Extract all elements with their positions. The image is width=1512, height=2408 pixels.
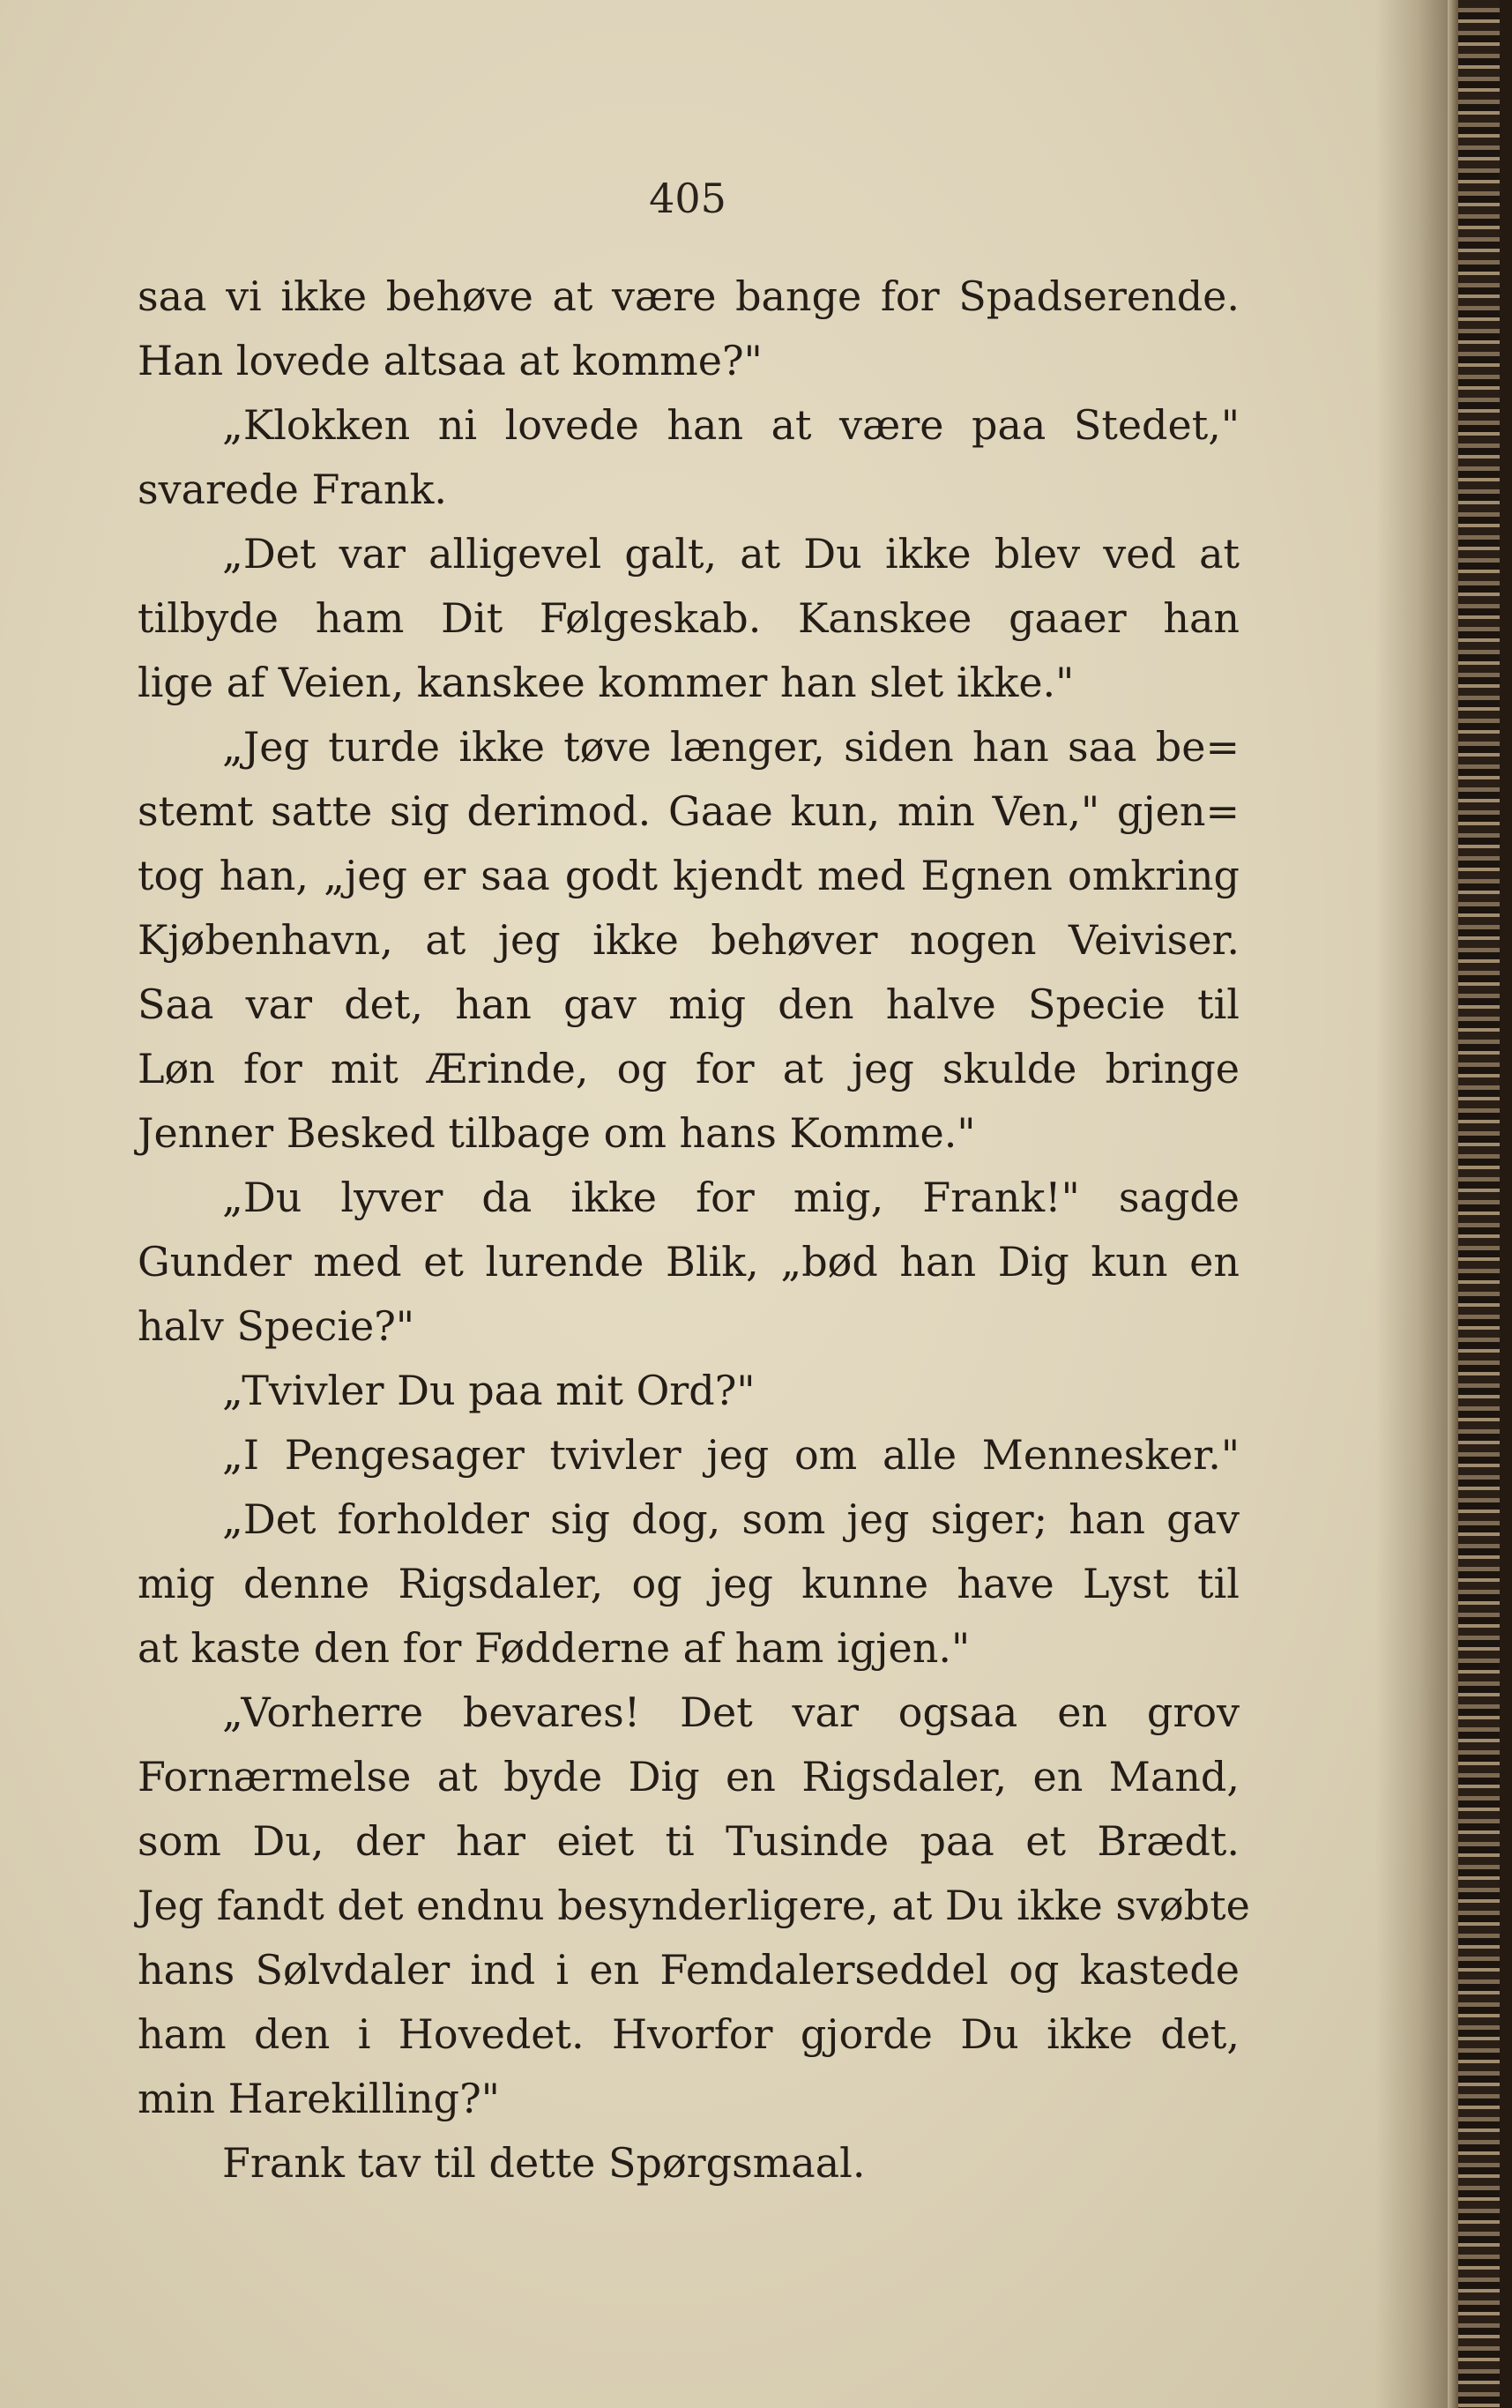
text-line: tilbyde ham Dit Følgeskab. Kanskee gaaer han	[138, 594, 1240, 642]
text-line: halv Specie?"	[138, 1302, 415, 1350]
text-line: min Harekilling?"	[138, 2075, 500, 2122]
text-line: tog han, „jeg er saa godt kjendt med Egnen omkring	[138, 852, 1240, 899]
text-line: „I Pengesager tvivler jeg om alle Mennesker."	[222, 1431, 1240, 1479]
text-line: Frank tav til dette Spørgsmaal.	[222, 2139, 866, 2187]
text-line: Kjøbenhavn, at jeg ikke behøver nogen Veiviser.	[138, 916, 1240, 964]
page-number: 405	[649, 175, 726, 222]
text-line: mig denne Rigsdaler, og jeg kunne have Lyst til	[138, 1560, 1240, 1607]
text-line: „Vorherre bevares! Det var ogsaa en grov	[222, 1689, 1240, 1736]
text-line: „Tvivler Du paa mit Ord?"	[222, 1367, 756, 1414]
text-line: „Jeg turde ikke tøve længer, siden han saa be=	[222, 723, 1240, 771]
text-line: Saa var det, han gav mig den halve Specie til	[138, 980, 1240, 1028]
text-line: „Det var alligevel galt, at Du ikke blev ved at	[222, 530, 1240, 578]
text-line: som Du, der har eiet ti Tusinde paa et Brædt.	[138, 1817, 1240, 1865]
text-line: saa vi ikke behøve at være bange for Spadserende.	[138, 272, 1240, 320]
text-line: at kaste den for Fødderne af ham igjen."	[138, 1624, 971, 1672]
text-line: Gunder med et lurende Blik, „bød han Dig kun en	[138, 1238, 1240, 1286]
book-edge	[1448, 0, 1512, 2408]
page-edge-shadow	[1375, 0, 1448, 2408]
text-line: Jenner Besked tilbage om hans Komme."	[138, 1109, 976, 1157]
text-line: ham den i Hovedet. Hvorfor gjorde Du ikke det,	[138, 2010, 1240, 2058]
text-line: Fornærmelse at byde Dig en Rigsdaler, en Mand,	[138, 1753, 1240, 1800]
text-line: lige af Veien, kanskee kommer han slet ikke."	[138, 659, 1075, 706]
text-line: svarede Frank.	[138, 466, 447, 513]
text-line: Han lovede altsaa at komme?"	[138, 337, 763, 384]
text-line: Jeg fandt det endnu besynderligere, at Du ikke svøbte	[138, 1882, 1250, 1929]
text-line: hans Sølvdaler ind i en Femdalerseddel og kastede	[138, 1946, 1240, 1994]
text-line: Løn for mit Ærinde, og for at jeg skulde bringe	[138, 1045, 1240, 1092]
text-line: „Klokken ni lovede han at være paa Stedet,"	[222, 401, 1240, 449]
body-text	[138, 265, 1250, 2196]
text-line: stemt satte sig derimod. Gaae kun, min Ven," gjen=	[138, 787, 1240, 835]
text-line: „Det forholder sig dog, som jeg siger; han gav	[222, 1495, 1240, 1543]
text-line: „Du lyver da ikke for mig, Frank!" sagde	[222, 1174, 1240, 1221]
